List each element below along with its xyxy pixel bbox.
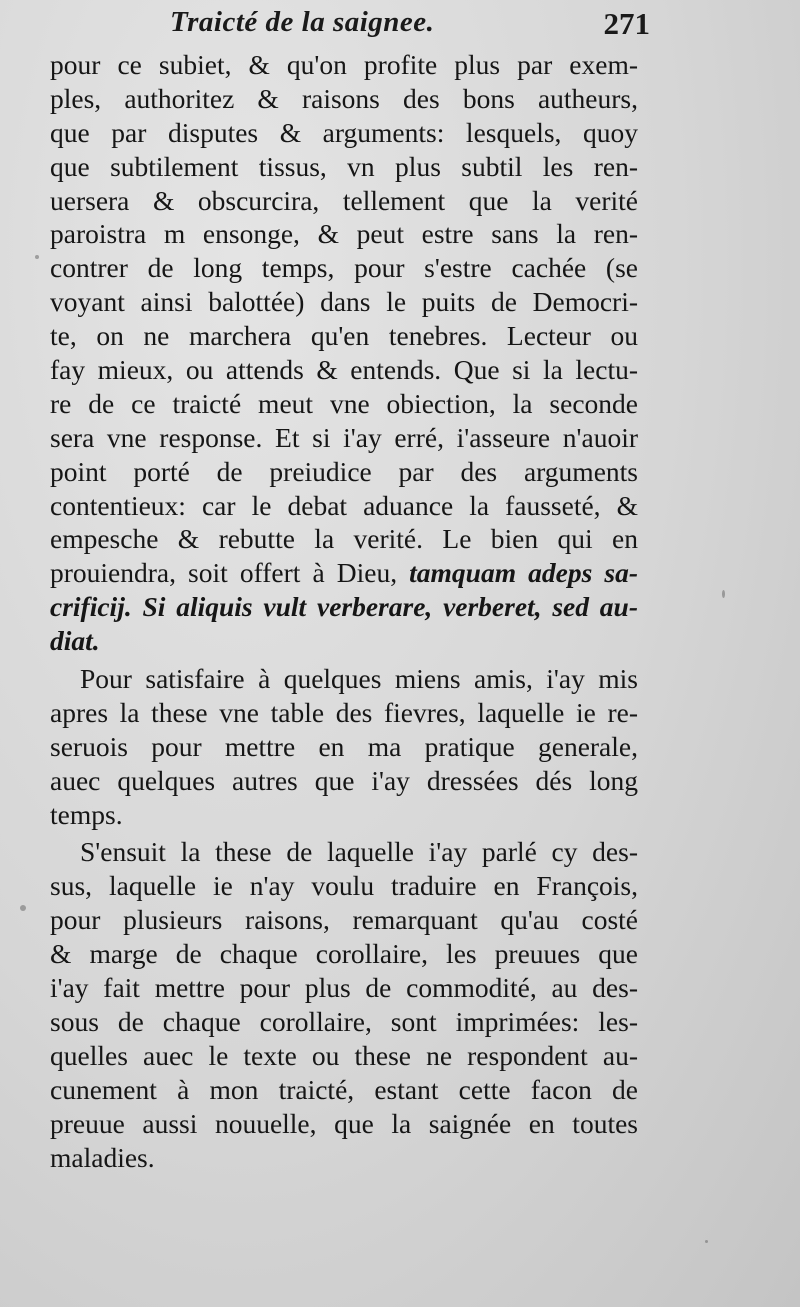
paper-speck [722,590,725,598]
text-line: S'ensuit la these de laquelle i'ay parlé cy des- [80,836,638,868]
latin-quote-line: crificij. Si aliquis vult verberare, verberet, sed au- [50,591,638,623]
paragraph-1 [50,48,638,658]
text-line: que subtilement tissus, vn plus subtil les ren- [50,150,638,182]
running-title: Traicté de la saignee. [170,6,435,38]
text-line: uersera & obscurcira, tellement que la verité [50,184,638,216]
roman-text: prouiendra, soit offert à Dieu, [50,557,410,589]
paper-speck [20,905,26,911]
text-line: re de ce traicté meut vne obiection, la seconde [50,387,638,419]
text-line-mixed [50,556,638,590]
text-line: temps. [50,798,123,830]
latin-quote: tamquam adeps sa- [409,557,638,589]
text-line: cunement à mon traicté, estant cette facon de [50,1073,638,1105]
text-line: pour plusieurs raisons, remarquant qu'au costé [50,904,638,936]
text-line: paroistra m ensonge, & peut estre sans la ren- [50,218,638,250]
page-header [170,4,650,44]
text-line: point porté de preiudice par des arguments [50,455,638,487]
text-line: apres la these vne table des fievres, laquelle ie re- [50,696,638,728]
text-line: que par disputes & arguments: lesquels, quoy [50,116,638,148]
latin-quote-line: diat. [50,625,100,657]
text-line: Pour satisfaire à quelques miens amis, i'ay mis [80,663,638,695]
text-line: sera vne response. Et si i'ay erré, i'asseure n'auoir [50,421,638,453]
text-line: pour ce subiet, & qu'on profite plus par exem- [50,49,638,80]
text-line: contrer de long temps, pour s'estre cachée (se [50,252,638,284]
text-line: i'ay fait mettre pour plus de commodité, au des- [50,972,638,1004]
text-line: te, on ne marchera qu'en tenebres. Lecteur ou [50,320,638,352]
text-line: & marge de chaque corollaire, les preuues que [50,938,638,970]
paper-speck [705,1240,708,1243]
text-line: auec quelques autres que i'ay dressées dés long [50,764,638,796]
text-line: seruois pour mettre en ma pratique generale, [50,730,638,762]
text-line: contentieux: car le debat aduance la fausseté, & [50,489,638,521]
text-line: sus, laquelle ie n'ay voulu traduire en François, [50,870,638,902]
text-line: preuue aussi nouuelle, que la saignée en toutes [50,1107,638,1139]
paper-speck [35,255,39,259]
text-line: fay mieux, ou attends & entends. Que si la lectu- [50,354,638,386]
paragraph-2 [50,662,638,831]
text-line: voyant ainsi balottée) dans le puits de Democri- [50,286,638,318]
text-line: empesche & rebutte la verité. Le bien qui en [50,523,638,555]
text-line: sous de chaque corollaire, sont imprimées: les- [50,1005,638,1037]
paragraph-3 [50,835,638,1174]
body-text [50,48,638,1174]
text-line: quelles auec le texte ou these ne respondent au- [50,1039,638,1071]
text-line: maladies. [50,1141,155,1173]
page-number: 271 [603,6,650,41]
text-line: ples, authoritez & raisons des bons autheurs, [50,82,638,114]
